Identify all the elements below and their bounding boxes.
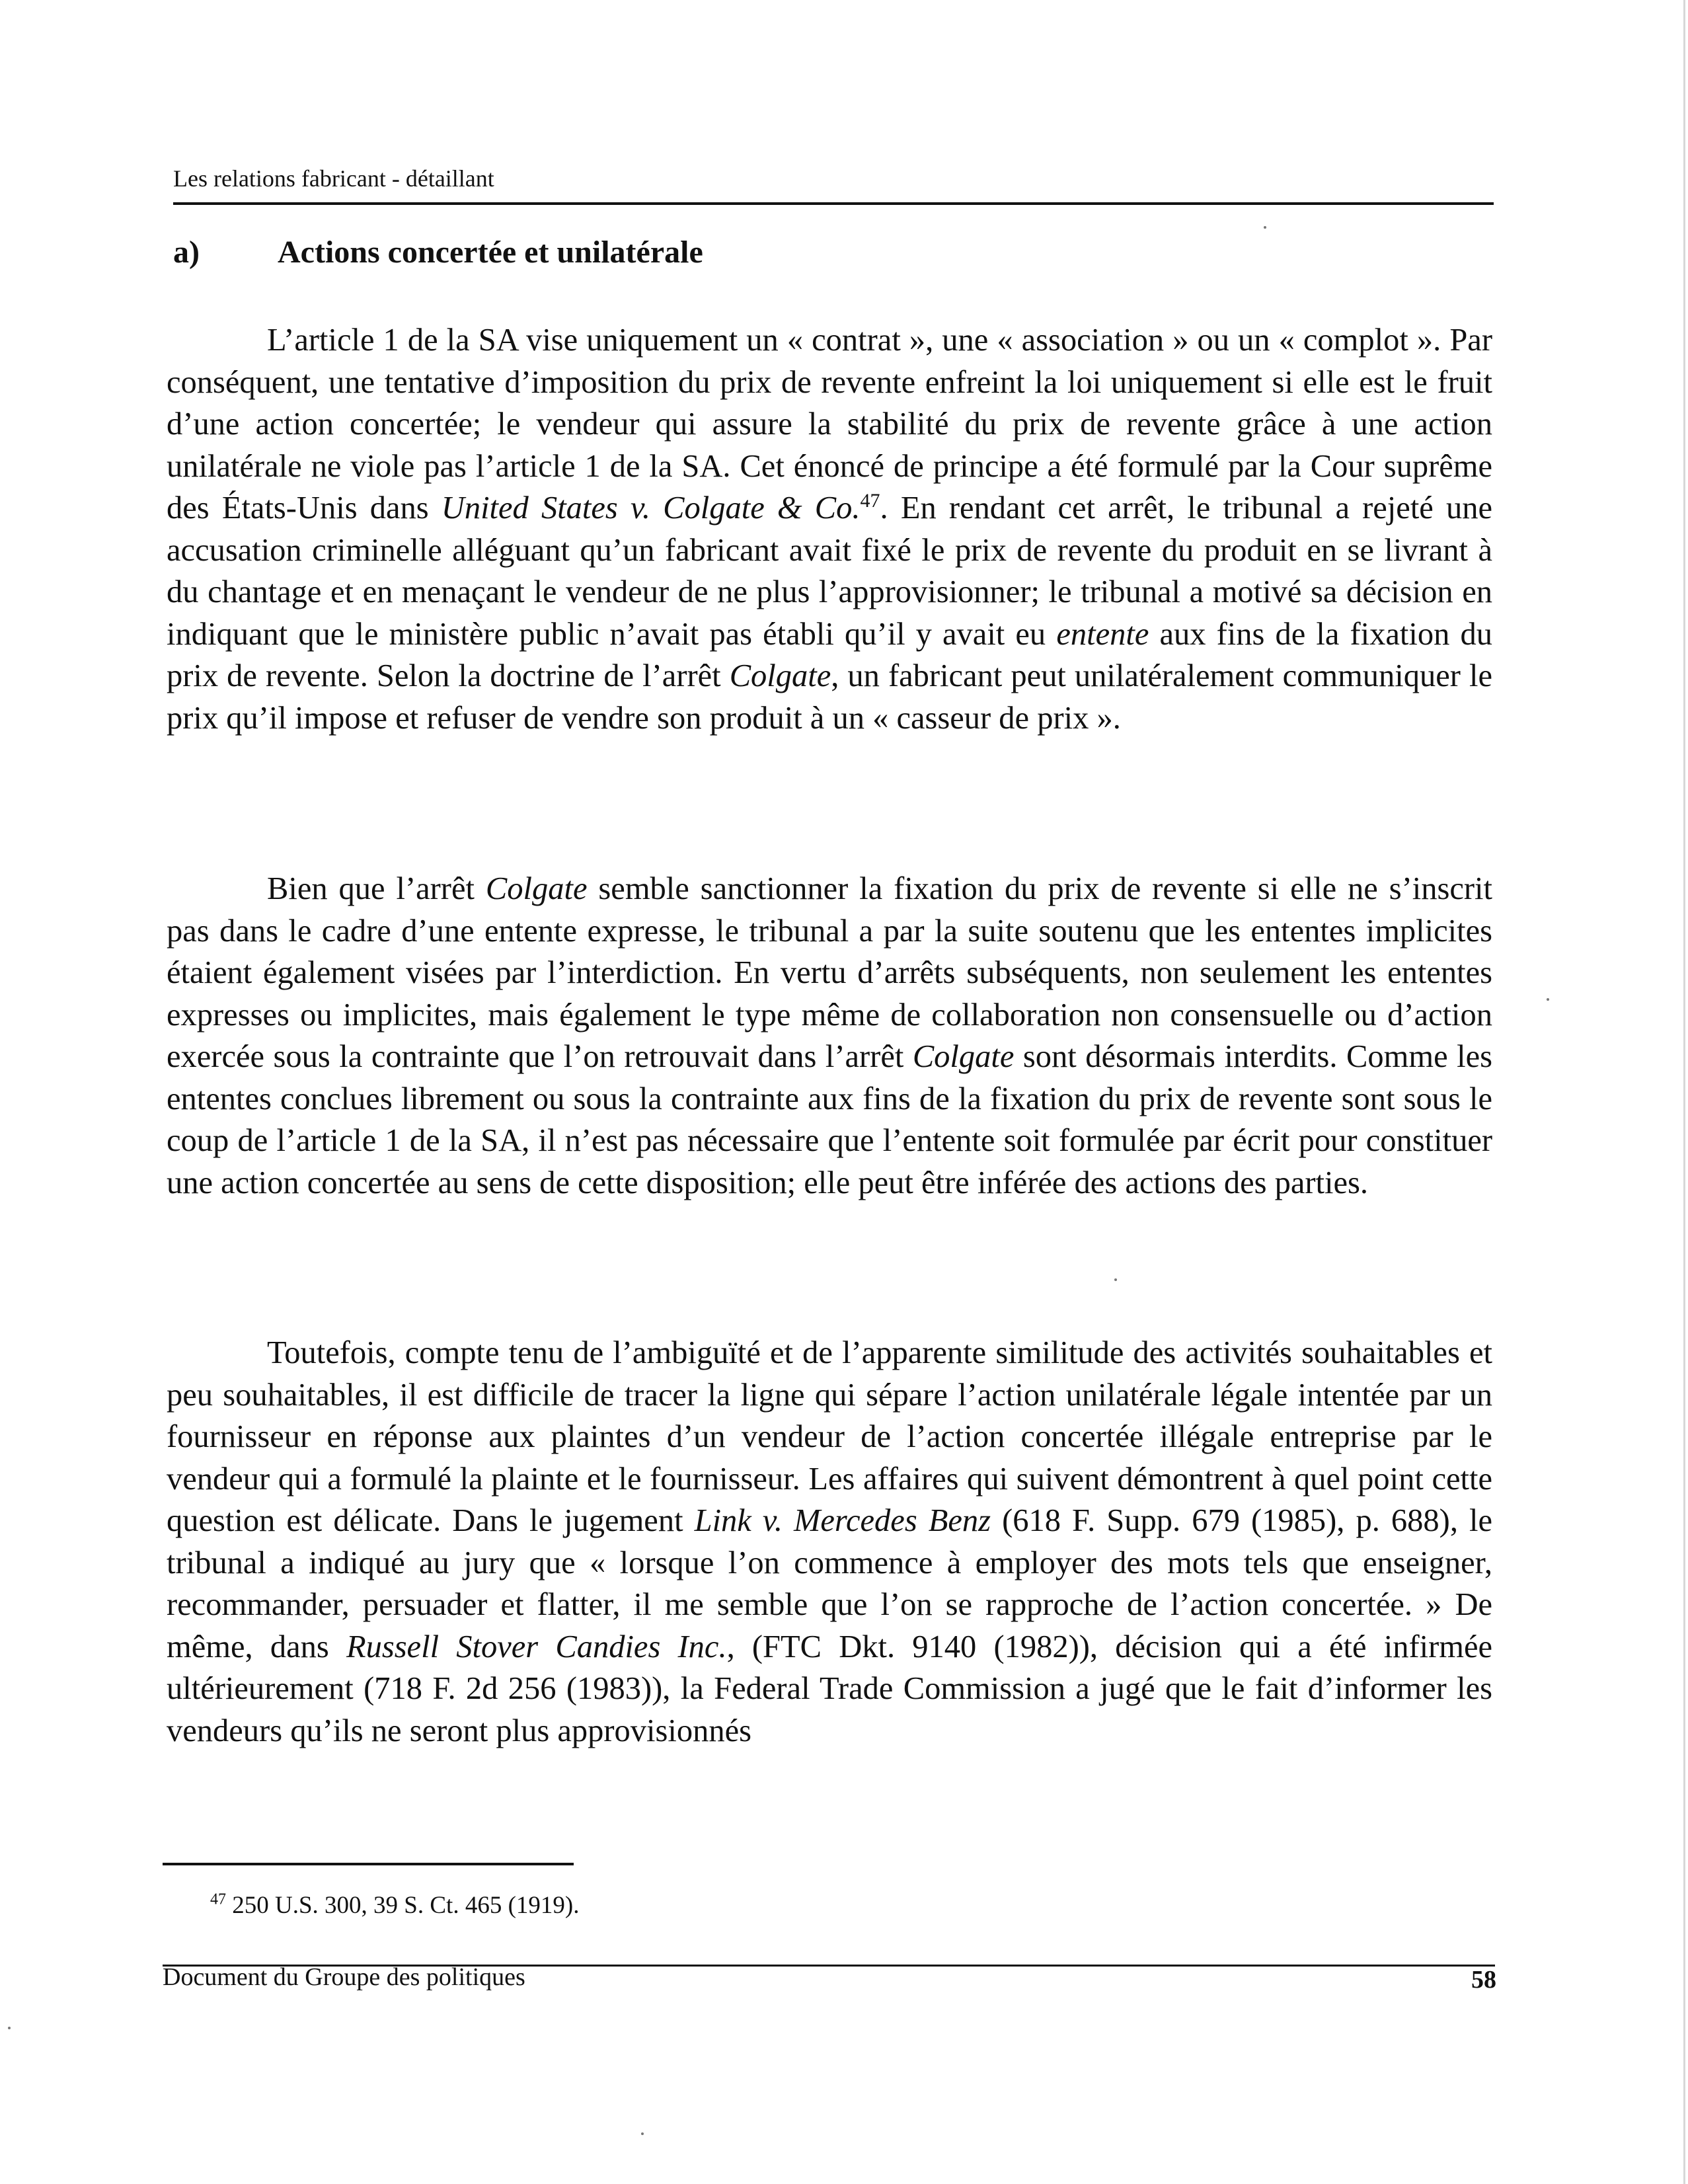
- paragraph-3: [167, 1332, 1492, 1752]
- scan-speck: [1264, 226, 1266, 229]
- paragraph-1-text: L’article 1 de la SA vise uniquement un « contrat », une « association » ou un « complot ». Par conséquent, une tentative d’imposition du prix de revente enfreint la loi uniquement si elle est le fruit d’une action concertée; le vendeur qui assure la stabilité du prix de revente grâce à une action unilatérale ne viole pas l’article 1 de la SA. Cet énoncé de principe a été formulé par la Cour suprême des États-Unis dans: [167, 323, 1492, 526]
- header-rule: [173, 202, 1494, 205]
- paragraph-3-text: (618 F. Supp. 679 (1985), p. 688), le tribunal a indiqué au jury que « lorsque l’on commence à employer des mots tels que enseigner, recommander, persuader et flatter, il me semble que l’on se rapproche de l’action concertée. » De même, dans: [167, 1503, 1492, 1664]
- paragraph-2: [167, 868, 1492, 1204]
- scan-speck: [1547, 998, 1549, 1001]
- paragraph-2-text: sont désormais interdits. Comme les ententes conclues librement ou sous la contrainte aux fins de la fixation du prix de revente sont sous le coup de l’article 1 de la SA, il n’est pas nécessaire que l’entente soit formulée par écrit pour constituer une action concertée au sens de cette disposition; elle peut être inférée des actions des parties.: [167, 1039, 1492, 1200]
- case-citation: United States v. Colgate & Co.: [441, 490, 861, 526]
- footer-title: Document du Groupe des politiques: [163, 1963, 525, 1991]
- paragraph-1-text: , un fabricant peut unilatéralement communiquer le prix qu’il impose et refuser de vendre son produit à un « casseur de prix ».: [167, 658, 1492, 736]
- footnote-number: 47: [210, 1891, 226, 1908]
- section-heading: [173, 233, 703, 272]
- case-citation: Colgate: [912, 1039, 1015, 1074]
- case-citation: Link v. Mercedes Benz: [694, 1503, 991, 1538]
- paragraph-1: [167, 319, 1492, 739]
- section-title: Actions concertée et unilatérale: [278, 235, 703, 270]
- section-marker: a): [173, 235, 200, 270]
- scan-speck: [1114, 1278, 1117, 1281]
- case-citation: Colgate: [729, 658, 831, 693]
- scan-edge-line: [1683, 0, 1685, 2184]
- scan-speck: [8, 2027, 11, 2029]
- emphasis-word: entente: [1056, 616, 1149, 652]
- page-number: 58: [1471, 1966, 1496, 1994]
- footnote-separator: [163, 1863, 574, 1865]
- paragraph-3-text: , (FTC Dkt. 9140 (1982)), décision qui a été infirmée ultérieurement (718 F. 2d 256 (1983)), la Federal Trade Commission a jugé que le fait d’informer les vendeurs qu’ils ne seront plus approvisionnés: [167, 1629, 1492, 1748]
- footnote: [210, 1891, 579, 1921]
- paragraph-2-text: Bien que l’arrêt: [267, 871, 486, 906]
- paragraph-3-text: Toutefois, compte tenu de l’ambiguïté et de l’apparente similitude des activités souhaitables et peu souhaitables, il est difficile de tracer la ligne qui sépare l’action unilatérale légale intentée par un fournisseur en réponse aux plaintes d’un vendeur de l’action concertée illégale entreprise par le vendeur qui a formulé la plainte et le fournisseur. Les affaires qui suivent démontrent à quel point cette question est délicate. Dans le jugement: [167, 1335, 1492, 1538]
- case-citation: Colgate: [485, 871, 588, 906]
- case-citation: Russell Stover Candies Inc.: [346, 1629, 727, 1664]
- footnote-reference: 47: [860, 489, 880, 512]
- scan-speck: [641, 2132, 644, 2135]
- paragraph-2-text: semble sanctionner la fixation du prix de revente si elle ne s’inscrit pas dans le cadre d’une entente expresse, le tribunal a par la suite soutenu que les ententes implicites étaient également visées par l’interdiction. En vertu d’arrêts subséquents, non seulement les ententes expresses ou implicites, mais également le type même de collaboration non consensuelle ou d’action exercée sous la contrainte que l’on retrouvait dans l’arrêt: [167, 871, 1492, 1074]
- footnote-text: 250 U.S. 300, 39 S. Ct. 465 (1919).: [232, 1892, 580, 1919]
- paragraph-1-text: . En rendant cet arrêt, le tribunal a rejeté une accusation criminelle alléguant qu’un fabricant avait fixé le prix de revente du produit en se livrant à du chantage et en menaçant le vendeur de ne plus l’approvisionner; le tribunal a motivé sa décision en indiquant que le ministère public n’avait pas établi qu’il y avait eu: [167, 490, 1493, 652]
- running-header: Les relations fabricant - détaillant: [173, 165, 494, 192]
- paragraph-1-text: aux fins de la fixation du prix de revente. Selon la doctrine de l’arrêt: [167, 616, 1492, 693]
